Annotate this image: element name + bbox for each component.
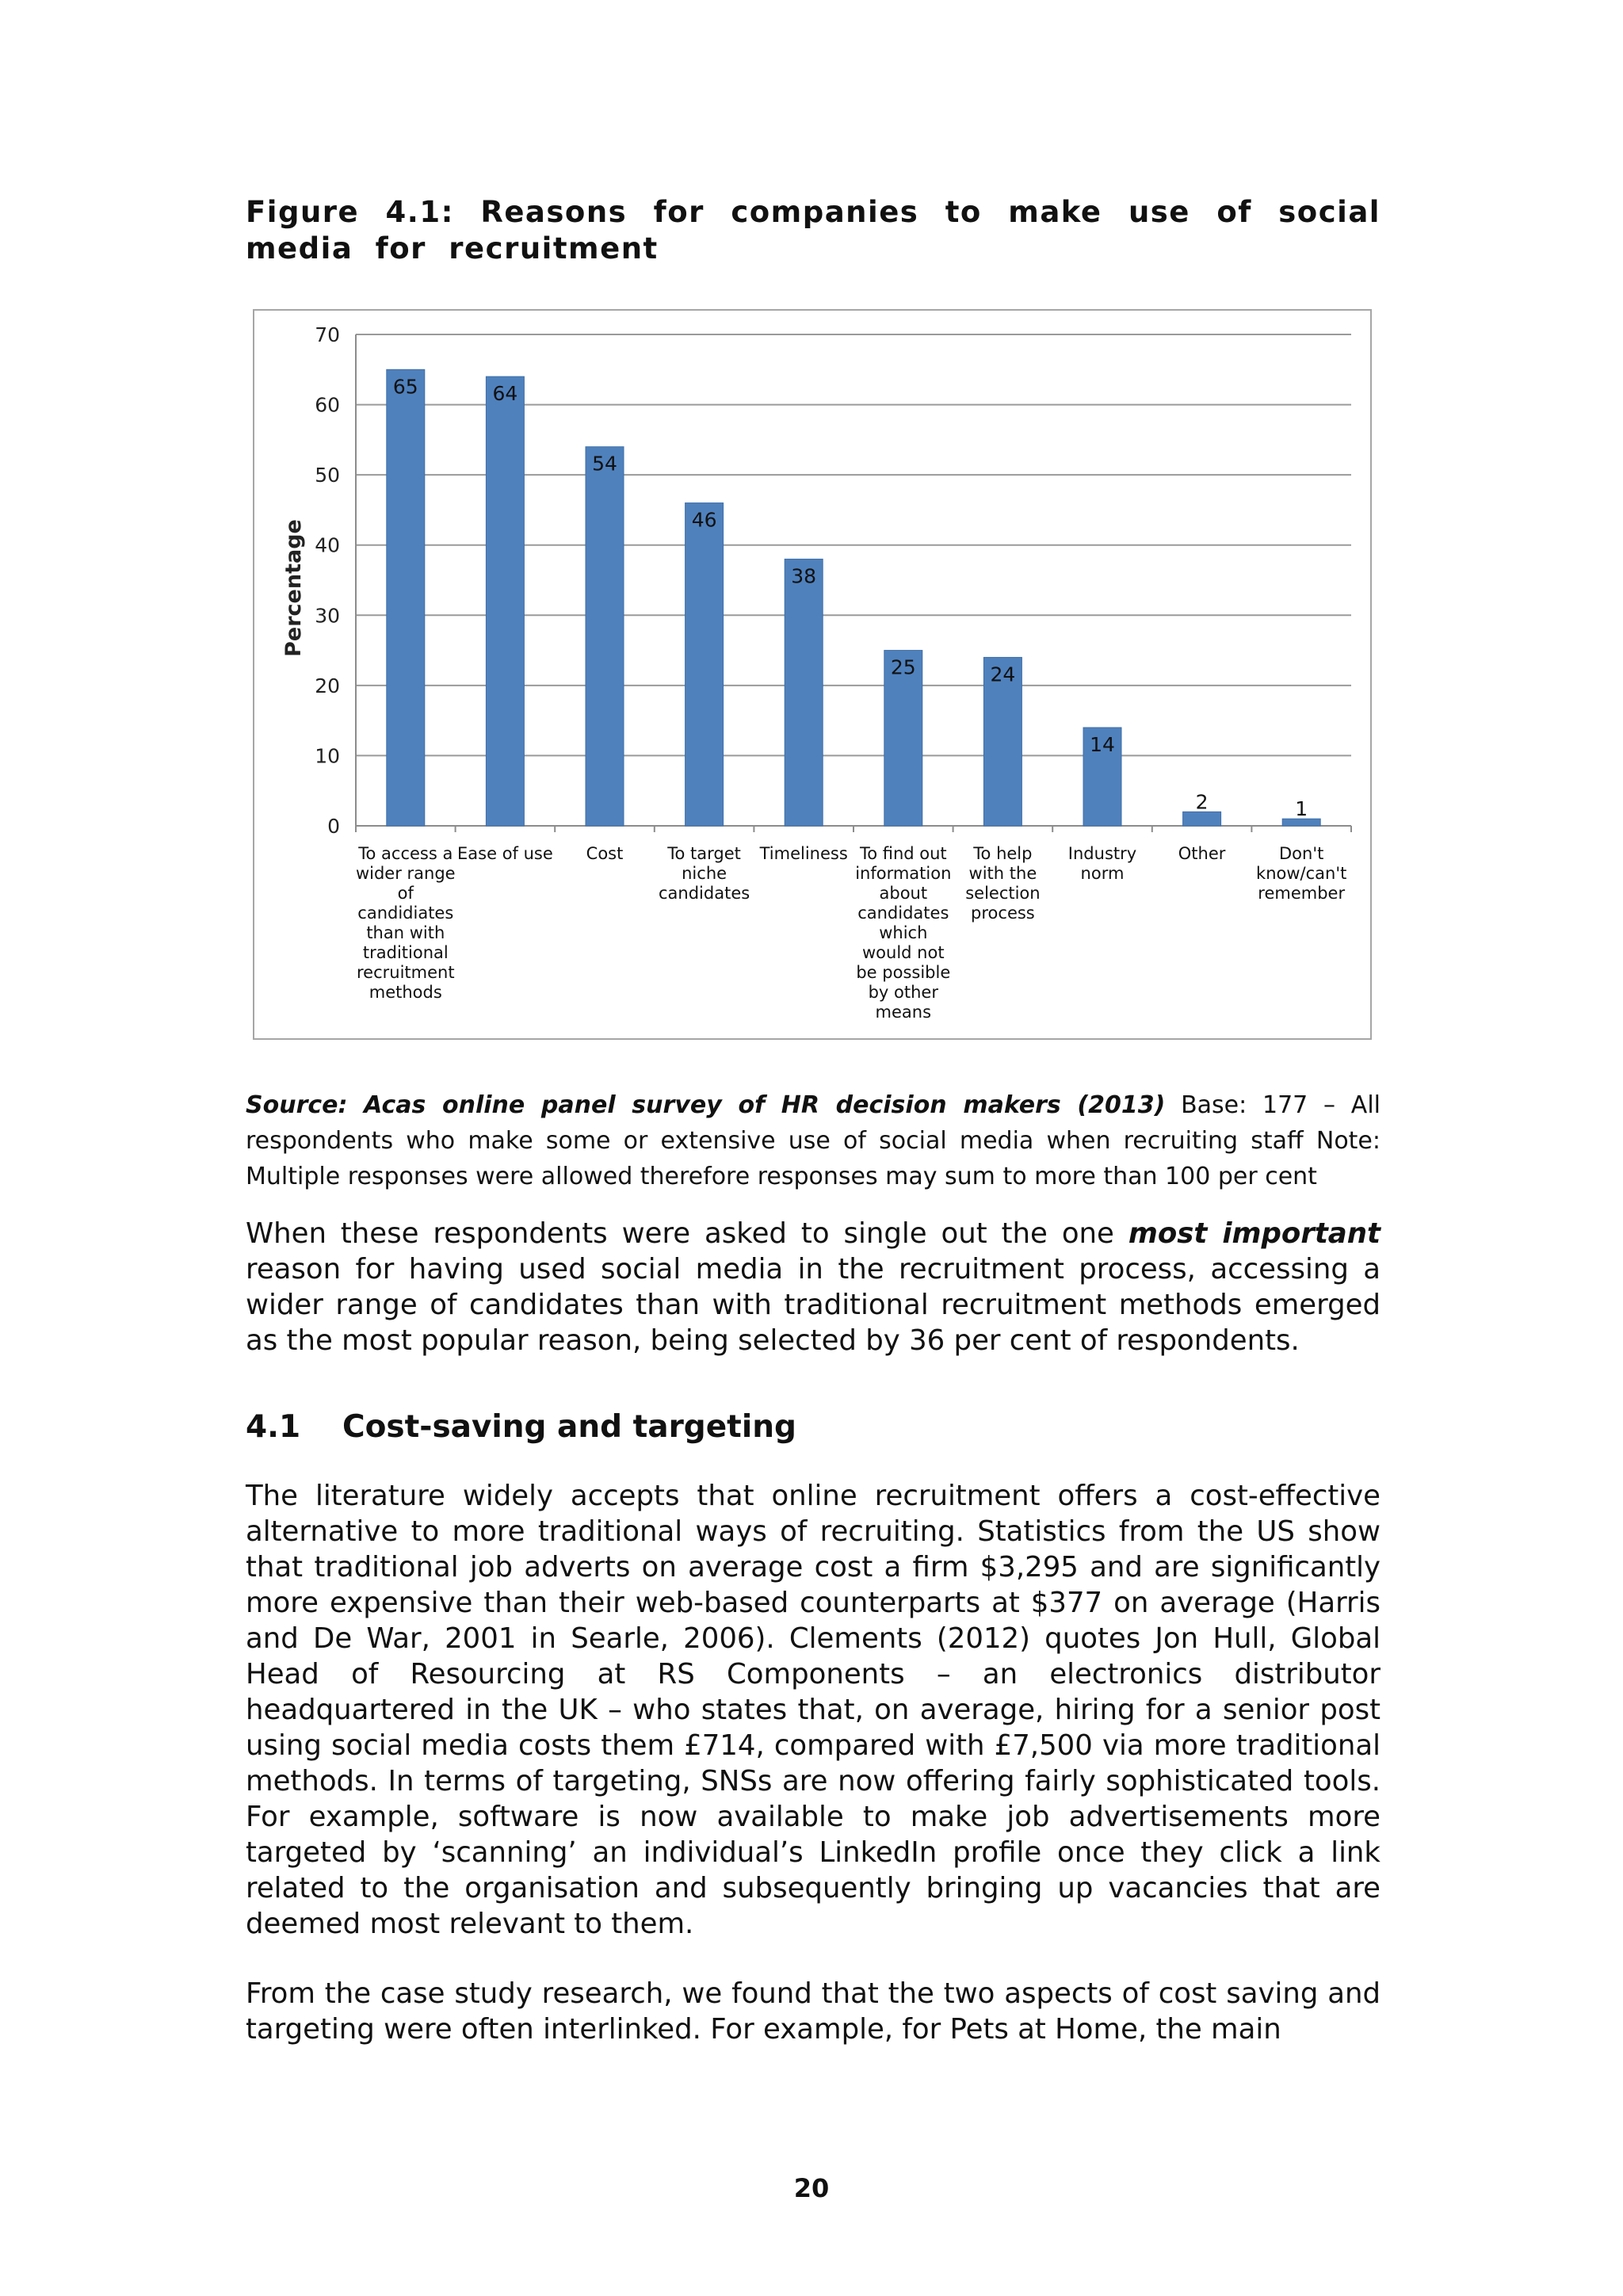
bar-value-label: 38 <box>791 564 817 588</box>
y-tick-label: 70 <box>315 323 340 346</box>
bar-value-label: 1 <box>1295 797 1308 821</box>
y-tick-label: 40 <box>315 533 340 557</box>
figure-title: Figure 4.1: Reasons for companies to make use of social media for recruitment <box>246 195 1381 266</box>
paragraph-case-study: From the case study research, we found that the two aspects of cost saving and targeting were often interlinked. For example, for Pets at Home, the main <box>246 1977 1381 2046</box>
section-title: Cost-saving and targeting <box>342 1409 796 1445</box>
x-category-label: To access a wider range of candidiates than with traditional recruitment methods <box>355 844 456 1002</box>
y-axis-title: Percentage <box>281 519 306 657</box>
bar-chart-svg <box>254 311 1373 1041</box>
figure-source-note <box>246 1087 1381 1194</box>
x-category-label: Industry norm <box>1067 844 1137 883</box>
x-category-label: Timeliness <box>759 844 848 863</box>
bar <box>387 369 425 826</box>
page-number: 20 <box>793 2173 830 2203</box>
x-category-label: To find out information about candidates which would not be possible by other means <box>855 844 952 1022</box>
section-heading <box>246 1408 796 1447</box>
bar-value-label: 25 <box>890 655 916 679</box>
y-tick-label: 0 <box>327 815 340 838</box>
section-number: 4.1 <box>246 1409 301 1445</box>
source-text: Base: 177 – All respondents who make some or extensive use of social media when recruiting staff Note: Multiple responses were allowed therefore responses may sum to more than 100 per cent <box>246 1091 1381 1190</box>
source-label: Source: Acas online panel survey of HR decision makers (2013) <box>246 1091 1166 1119</box>
x-category-label: Other <box>1178 844 1226 863</box>
bar-value-label: 24 <box>990 663 1016 686</box>
paragraph-literature: The literature widely accepts that online recruitment offers a cost-effective alternative to more traditional ways of recruiting. Statistics from the US show that traditional job adverts on average cost a firm $3,295 and are significantly more expensive than their web-based counterparts at $377 on average (Harris and De War, 2001 in Searle, 2006). Clements (2012) quotes Jon Hull, Global Head of Resourcing at RS Components – an electronics distributor headquartered in the UK – who states that, on average, hiring for a senior post using social media costs them £714, compared with £7,500 via more traditional methods. In terms of targeting, SNSs are now offering fairly sophisticated tools. For example, software is now available to make job advertisements more targeted by ‘scanning’ an individual’s LinkedIn profile once they click a link related to the organisation and subsequently bringing up vacancies that are deemed most relevant to them. <box>246 1480 1381 1940</box>
x-category-label: To help with the selection process <box>965 844 1041 923</box>
y-tick-label: 30 <box>315 604 340 628</box>
x-category-label: To target niche candidates <box>659 844 750 903</box>
bar-chart <box>253 309 1372 1040</box>
bar-value-label: 65 <box>392 375 418 399</box>
y-tick-label: 10 <box>315 744 340 768</box>
x-category-label: Don't know/can't remember <box>1256 844 1347 903</box>
para1-after: reason for having used social media in the recruitment process, accessing a wider range of candidates than with traditional recruitment methods emerged as the most popular reason, being selected by 36 per cent of respondents. <box>246 1253 1381 1357</box>
x-category-label: Ease of use <box>457 844 553 863</box>
bar <box>486 376 524 826</box>
para1-before: When these respondents were asked to single out the one <box>246 1217 1128 1250</box>
bar <box>685 503 724 826</box>
x-category-label: Cost <box>586 844 624 863</box>
y-tick-label: 50 <box>315 464 340 487</box>
y-tick-label: 60 <box>315 393 340 417</box>
paragraph-most-important <box>246 1216 1381 1358</box>
y-tick-label: 20 <box>315 674 340 697</box>
bar <box>586 447 624 826</box>
bar <box>785 559 823 826</box>
bar-value-label: 46 <box>691 508 717 532</box>
bar-value-label: 64 <box>492 382 518 406</box>
para1-emphasis: most important <box>1128 1217 1381 1250</box>
bar-value-label: 2 <box>1195 790 1209 814</box>
bar-value-label: 54 <box>592 452 617 476</box>
bar <box>1183 812 1221 826</box>
bar-value-label: 14 <box>1090 733 1115 756</box>
